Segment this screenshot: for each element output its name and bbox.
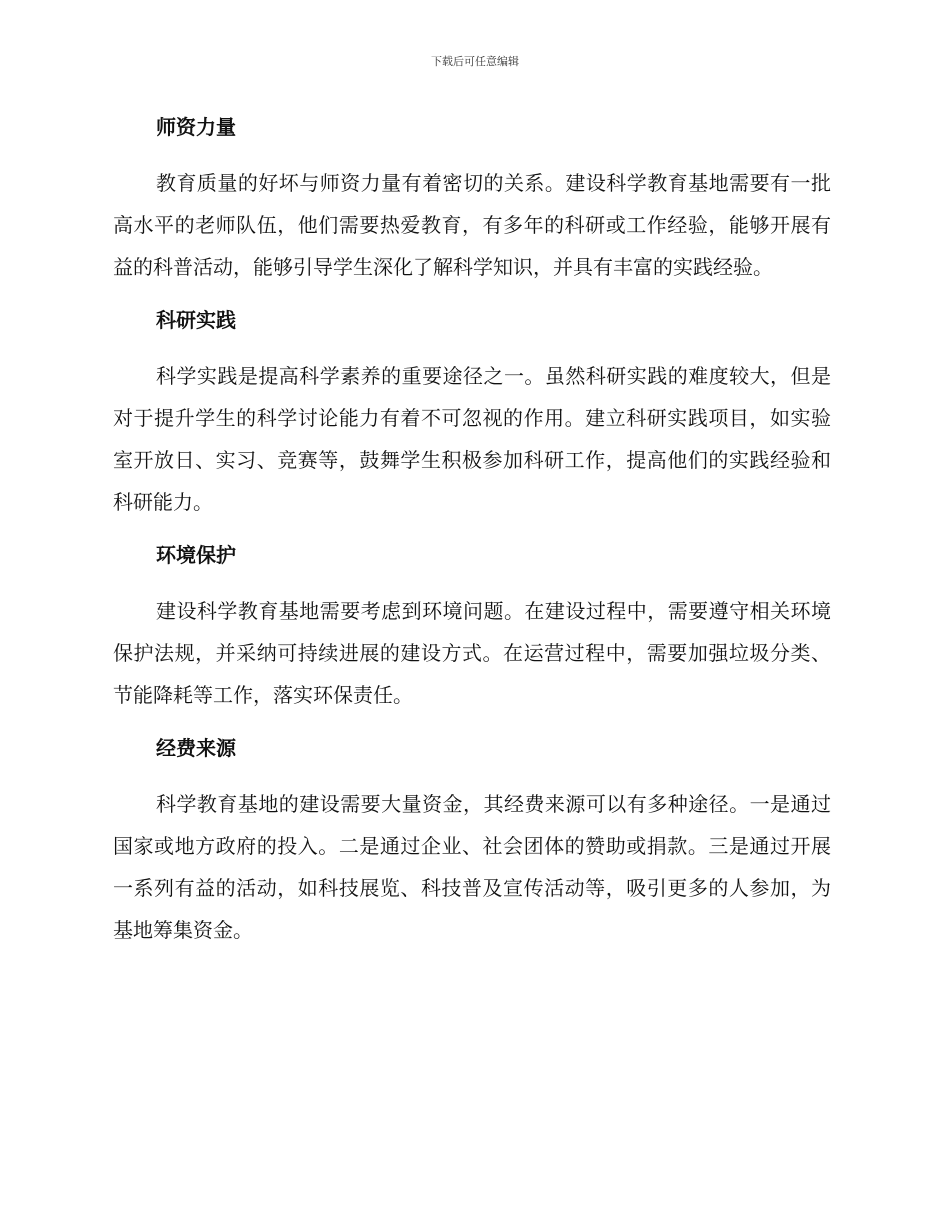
section-heading: 环境保护: [156, 543, 236, 567]
section-heading: 经费来源: [156, 736, 236, 760]
page-header: 下载后可任意编辑: [431, 55, 519, 68]
section-heading: 科研实践: [156, 308, 236, 332]
section-paragraph: 科学教育基地的建设需要大量资金，其经费来源可以有多种途径。一是通过国家或地方政府的投入。二是通过企业、社会团体的赞助或捐款。三是通过开展一系列有益的活动，如科技展览、科技普及宣传活动等，吸引更多的人参加，为基地筹集资金。: [113, 792, 831, 942]
section-research-practice: [113, 303, 831, 523]
section-teaching-staff: [113, 110, 831, 288]
section-heading: 师资力量: [156, 115, 236, 139]
document-content: [113, 110, 831, 966]
section-environmental-protection: [113, 538, 831, 716]
section-paragraph: 科学实践是提高科学素养的重要途径之一。虽然科研实践的难度较大，但是对于提升学生的科学讨论能力有着不可忽视的作用。建立科研实践项目，如实验室开放日、实习、竞赛等，鼓舞学生积极参加科研工作，提高他们的实践经验和科研能力。: [113, 364, 831, 514]
section-funding-sources: [113, 731, 831, 951]
section-paragraph: 教育质量的好坏与师资力量有着密切的关系。建设科学教育基地需要有一批高水平的老师队伍，他们需要热爱教育，有多年的科研或工作经验，能够开展有益的科普活动，能够引导学生深化了解科学知识，并具有丰富的实践经验。: [113, 171, 831, 279]
section-paragraph: 建设科学教育基地需要考虑到环境问题。在建设过程中，需要遵守相关环境保护法规，并采纳可持续进展的建设方式。在运营过程中，需要加强垃圾分类、节能降耗等工作，落实环保责任。: [113, 599, 831, 707]
